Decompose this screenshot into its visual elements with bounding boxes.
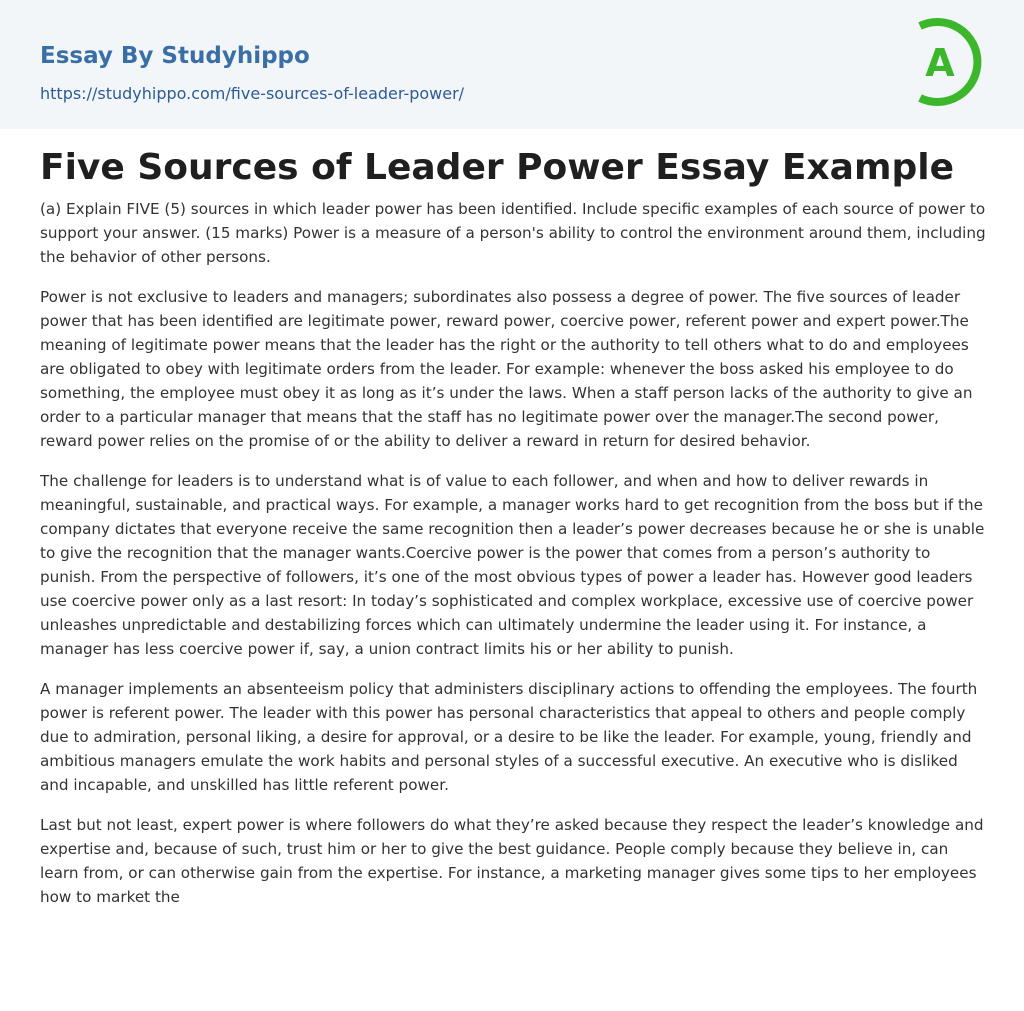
- brand-title: Essay By Studyhippo: [40, 43, 310, 69]
- studyhippo-logo-icon[interactable]: [908, 18, 988, 106]
- essay-paragraph-3: The challenge for leaders is to understand what is of value to each follower, and when and how to deliver rewards in meaningful, sustainable, and practical ways. For example, a manager works hard to get recognition from the boss but if the company dictates that everyone receive the same recognition then a leader’s power decreases because he or she is unable to give the recognition that the manager wants.Coercive power is the power that comes from a person’s authority to punish. From the perspective of followers, it’s one of the most obvious types of power a leader has. However good leaders use coercive power only as a last resort: In today’s sophisticated and complex workplace, excessive use of coercive power unleashes unpredictable and destabilizing forces which can ultimately undermine the leader using it. For instance, a manager has less coercive power if, say, a union contract limits his or her ability to punish.: [40, 472, 985, 658]
- site-header: [0, 0, 1024, 129]
- page-title: Five Sources of Leader Power Essay Example: [40, 147, 955, 188]
- essay-paragraph-2: Power is not exclusive to leaders and managers; subordinates also possess a degree of power. The five sources of leader power that has been identified are legitimate power, reward power, coercive power, referent power and expert power.The meaning of legitimate power means that the leader has the right or the authority to tell others what to do and employees are obligated to obey with legitimate orders from the leader. For example: whenever the boss asked his employee to do something, the employee must obey it as long as it’s under the laws. When a staff person lacks of the authority to give an order to a particular manager that means that the staff has no legitimate power over the manager.The second power, reward power relies on the promise of or the ability to deliver a reward in return for desired behavior.: [40, 288, 973, 450]
- essay-paragraph-4: A manager implements an absenteeism policy that administers disciplinary actions to offending the employees. The fourth power is referent power. The leader with this power has personal characteristics that appeal to others and people comply due to admiration, personal liking, a desire for approval, or a desire to be like the leader. For example, young, friendly and ambitious managers emulate the work habits and personal styles of a successful executive. An executive who is disliked and incapable, and unskilled has little referent power.: [40, 680, 978, 794]
- essay-paragraph-1: (a) Explain FIVE (5) sources in which leader power has been identified. Include specific examples of each source of power to support your answer. (15 marks) Power is a measure of a person's ability to control the environment around them, including the behavior of other persons.: [40, 200, 986, 266]
- source-url-link[interactable]: https://studyhippo.com/five-sources-of-leader-power/: [40, 84, 465, 103]
- logo-letter: A: [925, 41, 955, 85]
- essay-content: [40, 143, 986, 925]
- essay-body: [40, 197, 986, 909]
- essay-paragraph-5: Last but not least, expert power is where followers do what they’re asked because they respect the leader’s knowledge and expertise and, because of such, trust him or her to give the best guidance. People comply because they believe in, can learn from, or can otherwise gain from the expertise. For instance, a marketing manager gives some tips to her employees how to market the: [40, 816, 984, 906]
